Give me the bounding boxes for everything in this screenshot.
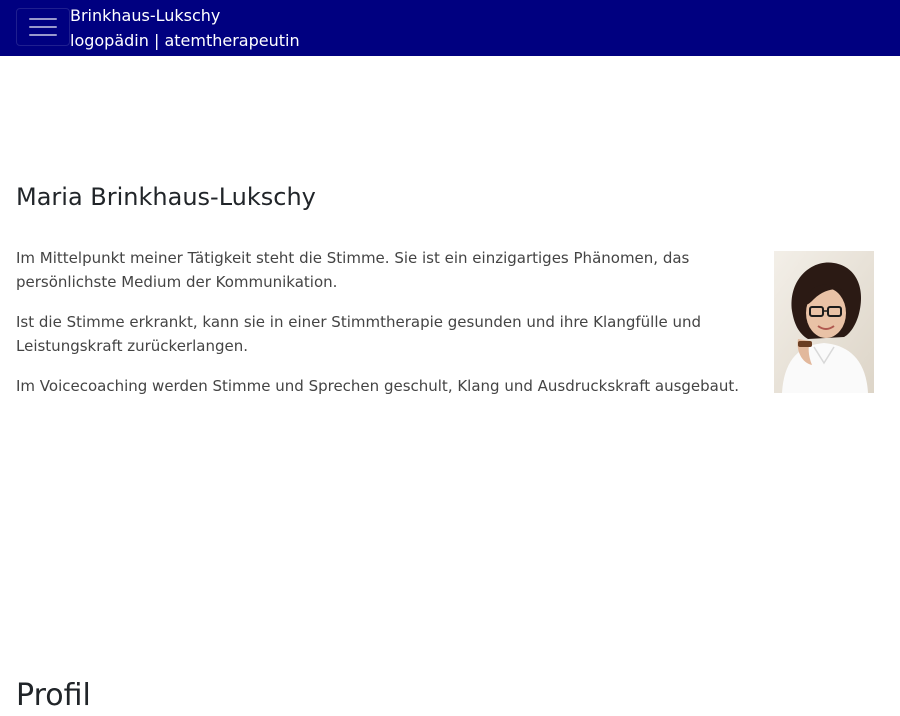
brand-link[interactable] — [70, 3, 300, 53]
intro-paragraph-2: Ist die Stimme erkrankt, kann sie in einer Stimmtherapie gesunden und ihre Klangfülle und Leistungskraft zurückerlangen. — [16, 313, 702, 355]
navbar-toggle-button[interactable] — [16, 8, 70, 46]
brand-tagline: logopädin | atemtherapeutin — [70, 31, 300, 50]
section-title-profile: Profil — [16, 678, 91, 713]
hamburger-icon — [29, 17, 57, 37]
intro-text — [16, 246, 746, 414]
intro-paragraph-3: Im Voicecoaching werden Stimme und Sprechen geschult, Klang und Ausdruckskraft ausgebaut. — [16, 377, 740, 395]
page-title: Maria Brinkhaus-Lukschy — [16, 183, 316, 211]
brand-name: Brinkhaus-Lukschy — [70, 6, 221, 25]
portrait-photo — [774, 251, 874, 393]
intro-paragraph-1: Im Mittelpunkt meiner Tätigkeit steht die Stimme. Sie ist ein einzigartiges Phänomen, das persönlichste Medium der Kommunikation. — [16, 249, 690, 291]
navbar — [0, 0, 900, 56]
